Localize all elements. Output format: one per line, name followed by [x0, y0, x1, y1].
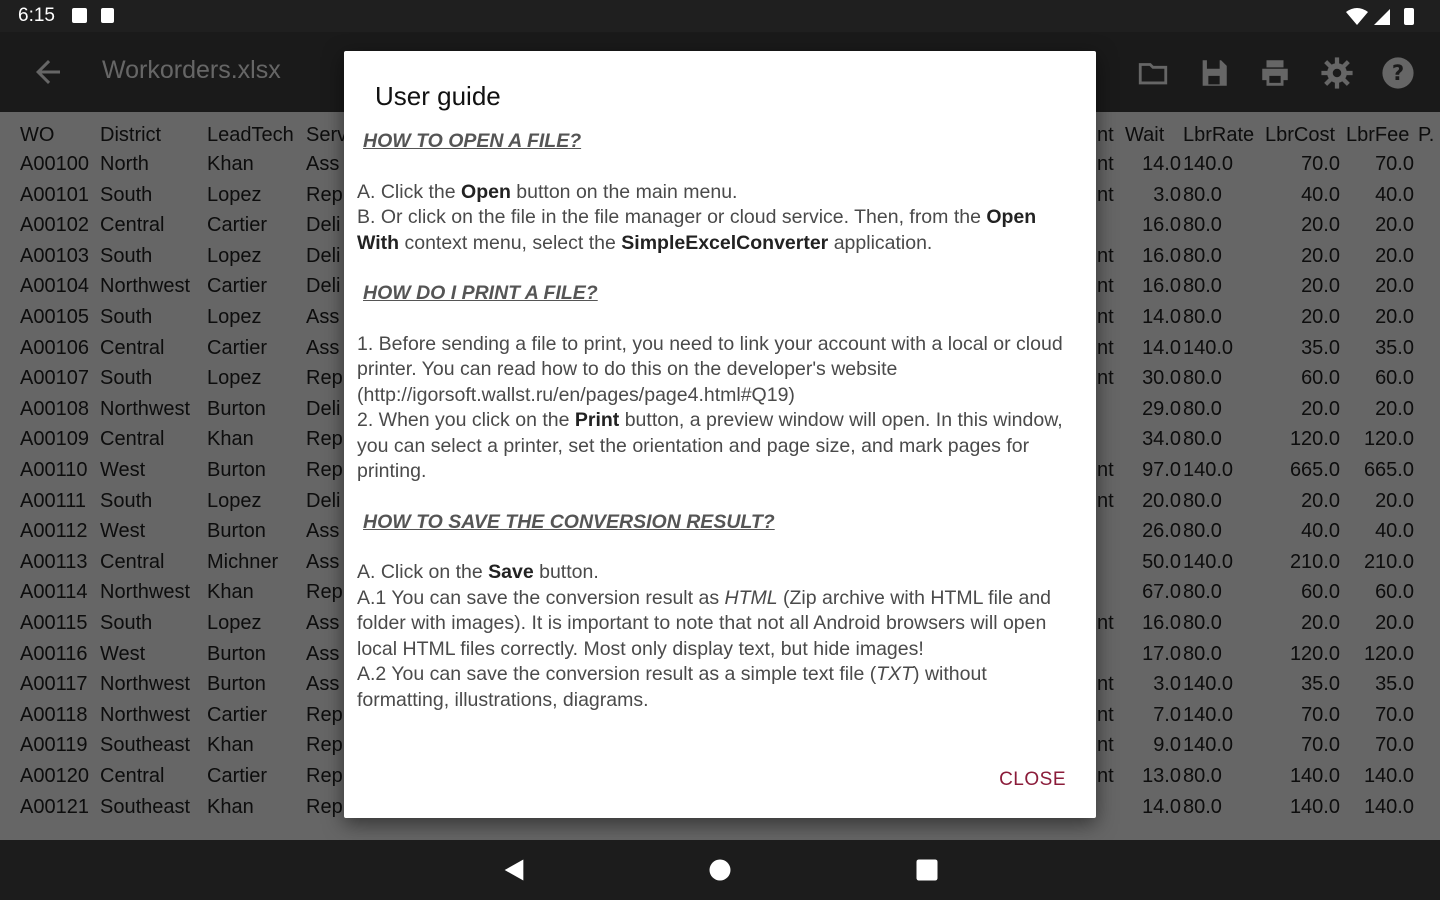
notification-icon: [72, 8, 87, 23]
guide-text: ) without formatting, illustrations, diagrams.: [357, 663, 987, 711]
system-status-icons: [1344, 6, 1424, 26]
guide-italic-text: HTML: [724, 586, 778, 609]
guide-text: button, a preview window will open. In this window, you can select a printer, set the orientation and page size, and mark pages for printing.: [357, 409, 1063, 482]
home-nav-icon[interactable]: [706, 856, 734, 884]
guide-text: button on the main menu.: [510, 180, 738, 203]
guide-paragraph: [357, 180, 1075, 257]
status-bar: [0, 0, 1440, 32]
navigation-bar: [0, 840, 1440, 900]
guide-paragraph: [357, 332, 1075, 485]
status-time: 6:15: [18, 5, 55, 26]
guide-text: A.2 You can save the conversion result as a simple text file (: [357, 663, 877, 685]
signal-icon: [1374, 9, 1390, 25]
sd-card-icon: [101, 8, 114, 23]
guide-bold-text: SimpleExcelConverter: [621, 231, 829, 254]
dialog-content[interactable]: [357, 129, 1075, 733]
back-nav-icon[interactable]: [500, 856, 528, 884]
guide-text: A. Click on the: [357, 561, 489, 583]
guide-bold-text: Save: [488, 561, 534, 583]
guide-text: application.: [828, 231, 933, 254]
guide-text: A.1 You can save the conversion result as: [357, 586, 725, 609]
recents-nav-icon[interactable]: [913, 856, 941, 884]
guide-text: A. Click the: [357, 180, 462, 203]
guide-section-heading: HOW TO OPEN A FILE?: [363, 130, 582, 152]
user-guide-dialog: [344, 51, 1096, 818]
guide-bold-text: Print: [574, 409, 620, 431]
guide-bold-text: Open With: [357, 206, 1037, 254]
guide-section-heading: HOW DO I PRINT A FILE?: [363, 282, 598, 304]
guide-text: 1. Before sending a file to print, you need to link your account with a local or cloud printer. You can read how to do this on the developer's website (http://igorsoft.wallst.ru/en/pages/page4.html#Q19): [357, 332, 1063, 406]
guide-text: context menu, select the: [399, 231, 622, 254]
guide-text: (Zip archive with HTML file and folder with images). It is important to note that not all Android browsers will open local HTML files correctly. Most only display text, but hide images!: [357, 586, 1052, 660]
battery-icon: [1404, 8, 1414, 25]
wifi-icon: [1346, 8, 1368, 25]
guide-section-heading: HOW TO SAVE THE CONVERSION RESULT?: [363, 510, 775, 533]
guide-paragraph: [357, 560, 1075, 713]
guide-text: 2. When you click on the: [357, 409, 575, 431]
guide-text: button.: [533, 561, 599, 583]
guide-italic-text: TXT: [876, 663, 914, 685]
dialog-title: User guide: [375, 81, 501, 111]
guide-bold-text: Open: [461, 180, 511, 203]
guide-text: B. Or click on the file in the file manager or cloud service. Then, from the: [357, 206, 987, 228]
close-button[interactable]: CLOSE: [999, 769, 1066, 790]
